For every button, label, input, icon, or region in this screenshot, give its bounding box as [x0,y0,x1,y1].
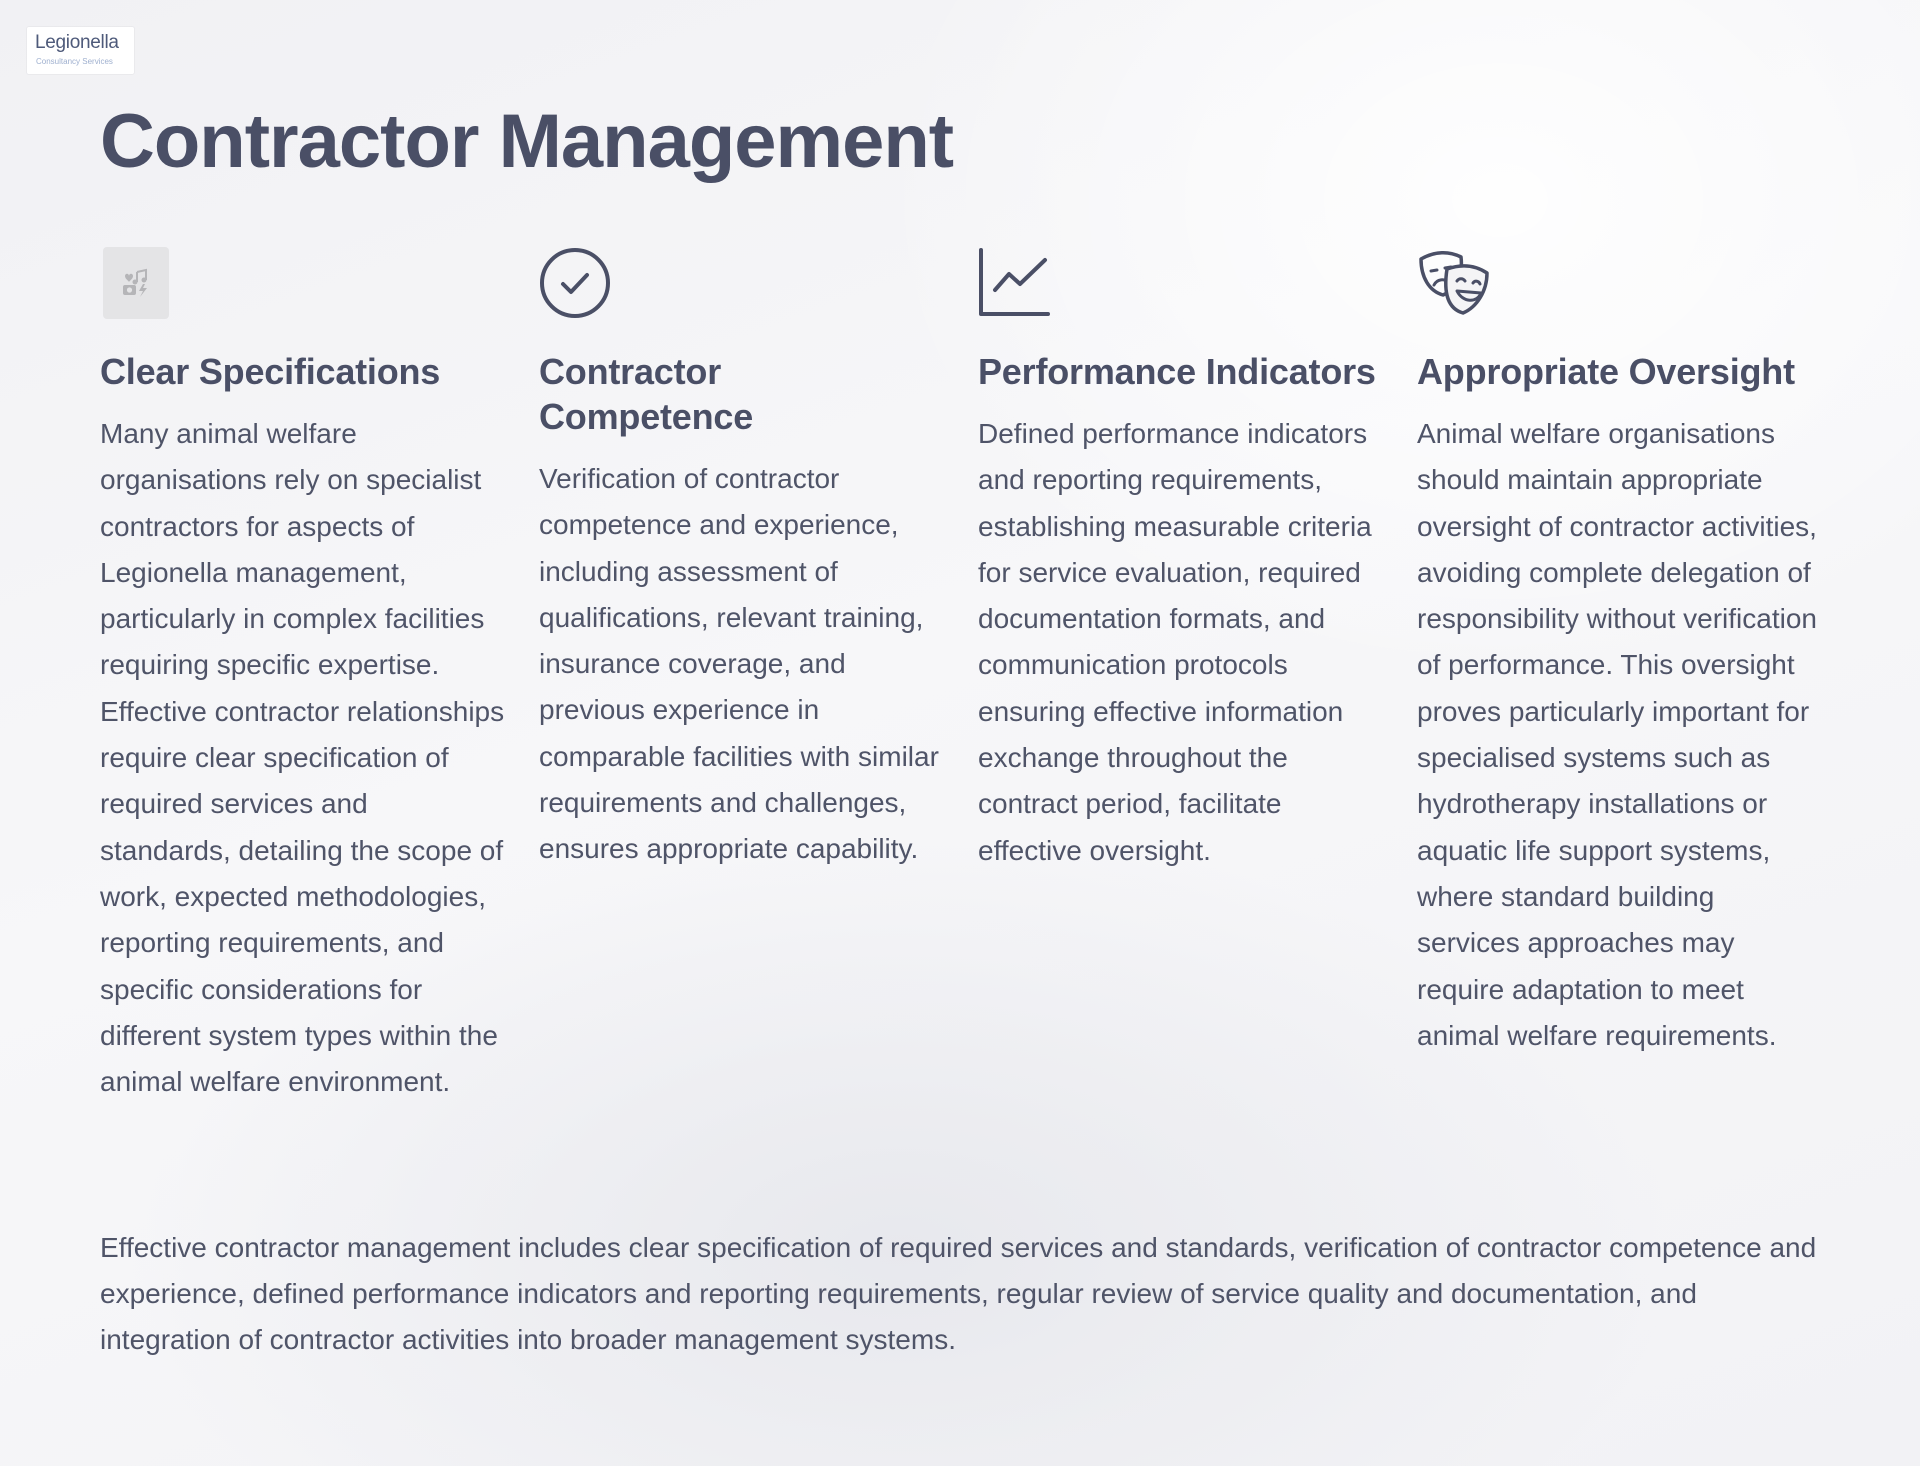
column-title: Appropriate Oversight [1417,351,1795,392]
summary-paragraph: Effective contractor management includes clear specification of required services and standards, verification of contractor competence and experience, defined performance indicators and reporting requirements, regular review of service quality and documentation, and integration of contractor activities into broader management systems. [100,1232,1817,1355]
column-clear-specifications [100,247,505,1105]
check-circle-icon [539,247,611,319]
column-title: Performance Indicators [978,351,1376,392]
column-text: Verification of contractor competence and experience, including assessment of qualifications, relevant training, insurance coverage, and previous experience in comparable facilities with similar requirements and challenges, ensures appropriate capability. [539,463,939,865]
image-placeholder-icon [103,247,169,319]
column-text: Many animal welfare organisations rely on specialist contractors for aspects of Legionella management, particularly in complex facilities requiring specific expertise. Effective contractor relationships require clear specification of required services and standards, detailing the scope of work, expected methodologies, reporting requirements, and specific considerations for different system types within the animal welfare environment. [100,418,505,1098]
line-chart-icon [978,247,1050,319]
column-performance-indicators [978,247,1383,874]
page-title: Contractor Management [100,99,954,184]
logo-name: Legionella [35,32,119,53]
column-title: Clear Specifications [100,351,441,392]
company-logo [27,27,134,74]
theater-masks-icon [1417,247,1489,319]
column-contractor-competence [539,247,944,873]
column-text: Animal welfare organisations should maintain appropriate oversight of contractor activities, avoiding complete delegation of responsibility without verification of performance. This oversight proves particularly important for specialised systems such as hydrotherapy installations or aquatic life support systems, where standard building services approaches may require adaptation to meet animal welfare requirements. [1417,418,1817,1051]
column-title: Contractor Competence [539,351,754,437]
column-text: Defined performance indicators and reporting requirements, establishing measurable criteria for service evaluation, required documentation formats, and communication protocols ensuring effective information exchange throughout the contract period, facilitate effective oversight. [978,418,1372,866]
column-appropriate-oversight [1417,247,1822,1059]
feature-columns [100,247,1820,1197]
logo-tagline: Consultancy Services [36,57,113,66]
